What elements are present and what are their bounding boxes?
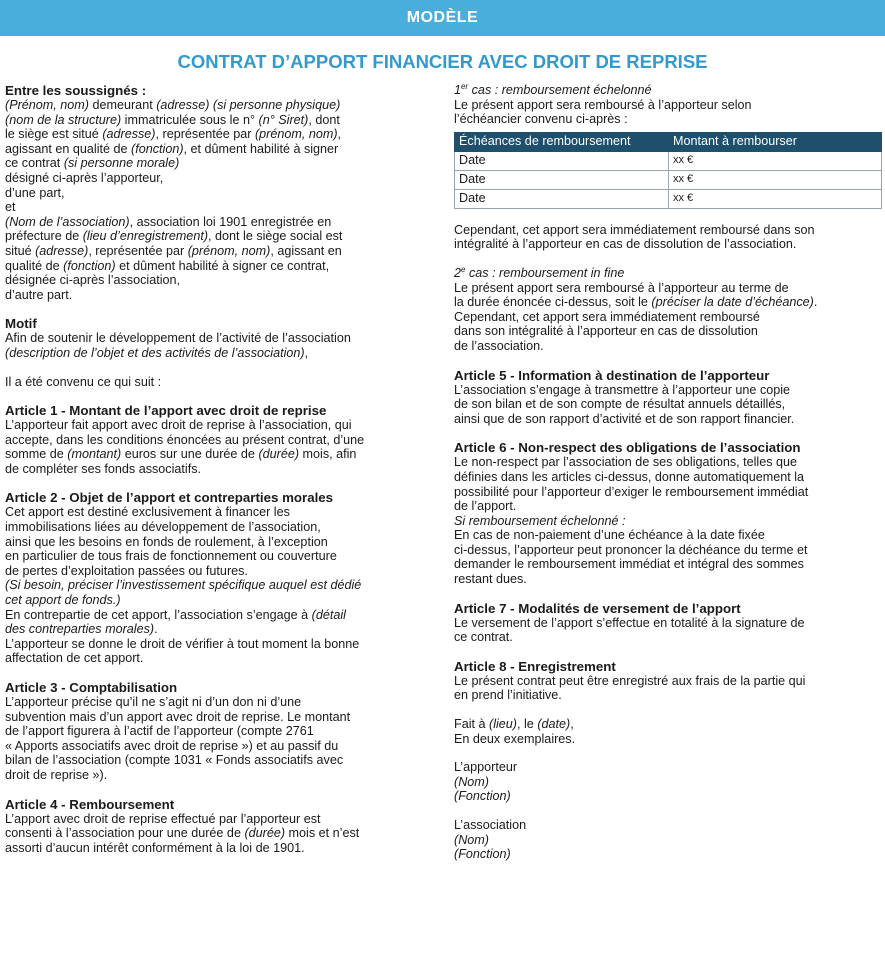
- cas-2-section: [454, 266, 882, 354]
- article-1-heading: Article 1 - Montant de l’apport avec droit de reprise: [5, 403, 327, 419]
- parties-heading: Entre les soussignés :: [5, 83, 147, 98]
- repayment-schedule-table: [454, 132, 882, 209]
- article-2-text: Cet apport est destiné exclusivement à financer les immobilisations liées au développement de l’association, ainsi que les besoins en fonds de roulement, à l’exception en particulier de tous frais de fonctionnement ou couverture de pertes d’exploitation passées ou futures. (Si besoin, préciser l’investissement spécifique auquel est dédié cet apport de fonds.) En contrepartie de cet apport, l’association s’engage à (détail des contreparties morales). L’apporteur se donne le droit de vérifier à tout moment la bonne affectation de cet apport.: [5, 505, 362, 666]
- article-3-heading: Article 3 - Comptabilisation: [5, 680, 178, 695]
- parties-text: (Prénom, nom) demeurant (adresse) (si personne physique) (nom de la structure) immatriculée sous le n° (n° Siret), dont le siège est situé (adresse), représentée par (prénom, nom), agissant en qualité de (fonction), et dûment habilité à signer ce contrat (si personne morale) désigné ci-après l’apporteur, d’une part, et (Nom de l’association), association loi 1901 enregistrée en préfecture de (lieu d’enregistrement), dont le siège social est situé (adresse), représentée par (prénom, nom), agissant en qualité de (fonction) et dûment habilité à signer ce contrat, désignée ci-après l’association, d’autre part.: [5, 98, 343, 302]
- table-cell: Date: [455, 170, 669, 189]
- article-5-text: L’association s’engage à transmettre à l’apporteur une copie de son bilan et de son compte de résultat annuels détaillés, ainsi que de son rapport d’activité et de son rapport financier.: [454, 382, 795, 426]
- table-row: [455, 170, 882, 189]
- cependant-text: Cependant, cet apport sera immédiatement remboursé dans son intégralité à l’apporteur en cas de dissolution de l’association.: [454, 222, 815, 252]
- table-cell: xx €: [669, 151, 882, 170]
- table-cell: xx €: [669, 170, 882, 189]
- article-6-text: Le non-respect par l’association de ses obligations, telles que définies dans les articles ci-dessus, donne automatiquement la possibilité pour l’apporteur d’exiger le remboursement immédiat de l’apport. Si remboursement échelonné : En cas de non-paiement d’une échéance à la date fixée ci-dessus, l’apporteur peut prononcer la déchéance du terme et demander le remboursement immédiat et intégral des sommes restant dues.: [454, 455, 809, 587]
- article-8-heading: Article 8 - Enregistrement: [454, 658, 616, 674]
- cas-1-heading: 1er cas : remboursement échelonné: [454, 81, 652, 97]
- article-4: [5, 797, 437, 856]
- motif-heading: Motif: [5, 316, 37, 332]
- motif-section: [5, 316, 437, 360]
- table-header-row: [455, 132, 882, 151]
- article-8-text: Le présent contrat peut être enregistré aux frais de la partie qui en prend l’initiative.: [454, 673, 806, 703]
- article-6: [454, 440, 882, 586]
- model-banner: MODÈLE: [0, 0, 885, 36]
- article-8: [454, 659, 882, 703]
- article-1-text: L’apporteur fait apport avec droit de reprise à l’association, qui accepte, dans les conditions énoncées au présent contrat, d’une somme de (montant) euros sur une durée de (durée) mois, afin de compléter ses fonds associatifs.: [5, 418, 365, 476]
- table-cell: xx €: [669, 189, 882, 208]
- signature-apporteur: L’apporteur (Nom) (Fonction): [454, 760, 518, 804]
- article-1: [5, 403, 437, 476]
- article-6-heading: Article 6 - Non-respect des obligations de l’association: [454, 440, 801, 456]
- article-7-text: Le versement de l’apport s’effectue en totalité à la signature de ce contrat.: [454, 615, 805, 645]
- table-row: [455, 151, 882, 170]
- document-title: CONTRAT D’APPORT FINANCIER AVEC DROIT DE REPRISE: [177, 51, 708, 72]
- cas-1-text: Le présent apport sera remboursé à l’apporteur selon l’échéancier convenu ci-après :: [454, 97, 752, 127]
- cas-1-section: [454, 83, 882, 209]
- left-column: [5, 83, 437, 855]
- cas-2-text: Le présent apport sera remboursé à l’apporteur au terme de la durée énoncée ci-dessus, soit le (préciser la date d’échéance). Cependant, cet apport sera immédiatement remboursé dans son intégralité à l’apporteur en cas de dissolution de l’association.: [454, 280, 818, 353]
- convenu-text: Il a été convenu ce qui suit :: [5, 374, 162, 389]
- parties-section: [5, 83, 437, 302]
- article-3-text: L’apporteur précise qu’il ne s’agit ni d’un don ni d’une subvention mais d’un apport avec droit de reprise. Le montant de l’apport figurera à l’actif de l’apporteur (compte 2761 « Apports associatifs avec droit de reprise ») et au passif du bilan de l’association (compte 1031 « Fonds associatifs avec droit de reprise »).: [5, 695, 351, 782]
- table-header-cell: Échéances de remboursement: [455, 132, 669, 151]
- article-7-heading: Article 7 - Modalités de versement de l’apport: [454, 600, 741, 616]
- right-column: [454, 83, 882, 862]
- article-3: [5, 680, 437, 783]
- article-5: [454, 368, 882, 427]
- article-2: [5, 490, 437, 666]
- motif-text: Afin de soutenir le développement de l’activité de l’association (description de l’objet et des activités de l’association),: [5, 331, 351, 360]
- article-5-heading: Article 5 - Information à destination de l’apporteur: [454, 367, 770, 383]
- table-header-cell: Montant à rembourser: [669, 132, 882, 151]
- table-cell: Date: [455, 189, 669, 208]
- article-7: [454, 601, 882, 645]
- cas-2-heading: 2e cas : remboursement in fine: [454, 264, 625, 280]
- fait-text: Fait à (lieu), le (date), En deux exemplaires.: [454, 717, 576, 746]
- table-cell: Date: [455, 151, 669, 170]
- article-2-heading: Article 2 - Objet de l’apport et contreparties morales: [5, 490, 334, 506]
- article-4-text: L’apport avec droit de reprise effectué par l’apporteur est consenti à l’association pour une durée de (durée) mois et n’est assorti d’aucun intérêt conformément à la loi de 1901.: [5, 811, 360, 855]
- article-4-heading: Article 4 - Remboursement: [5, 796, 175, 812]
- signature-association: L’association (Nom) (Fonction): [454, 818, 527, 862]
- table-row: [455, 189, 882, 208]
